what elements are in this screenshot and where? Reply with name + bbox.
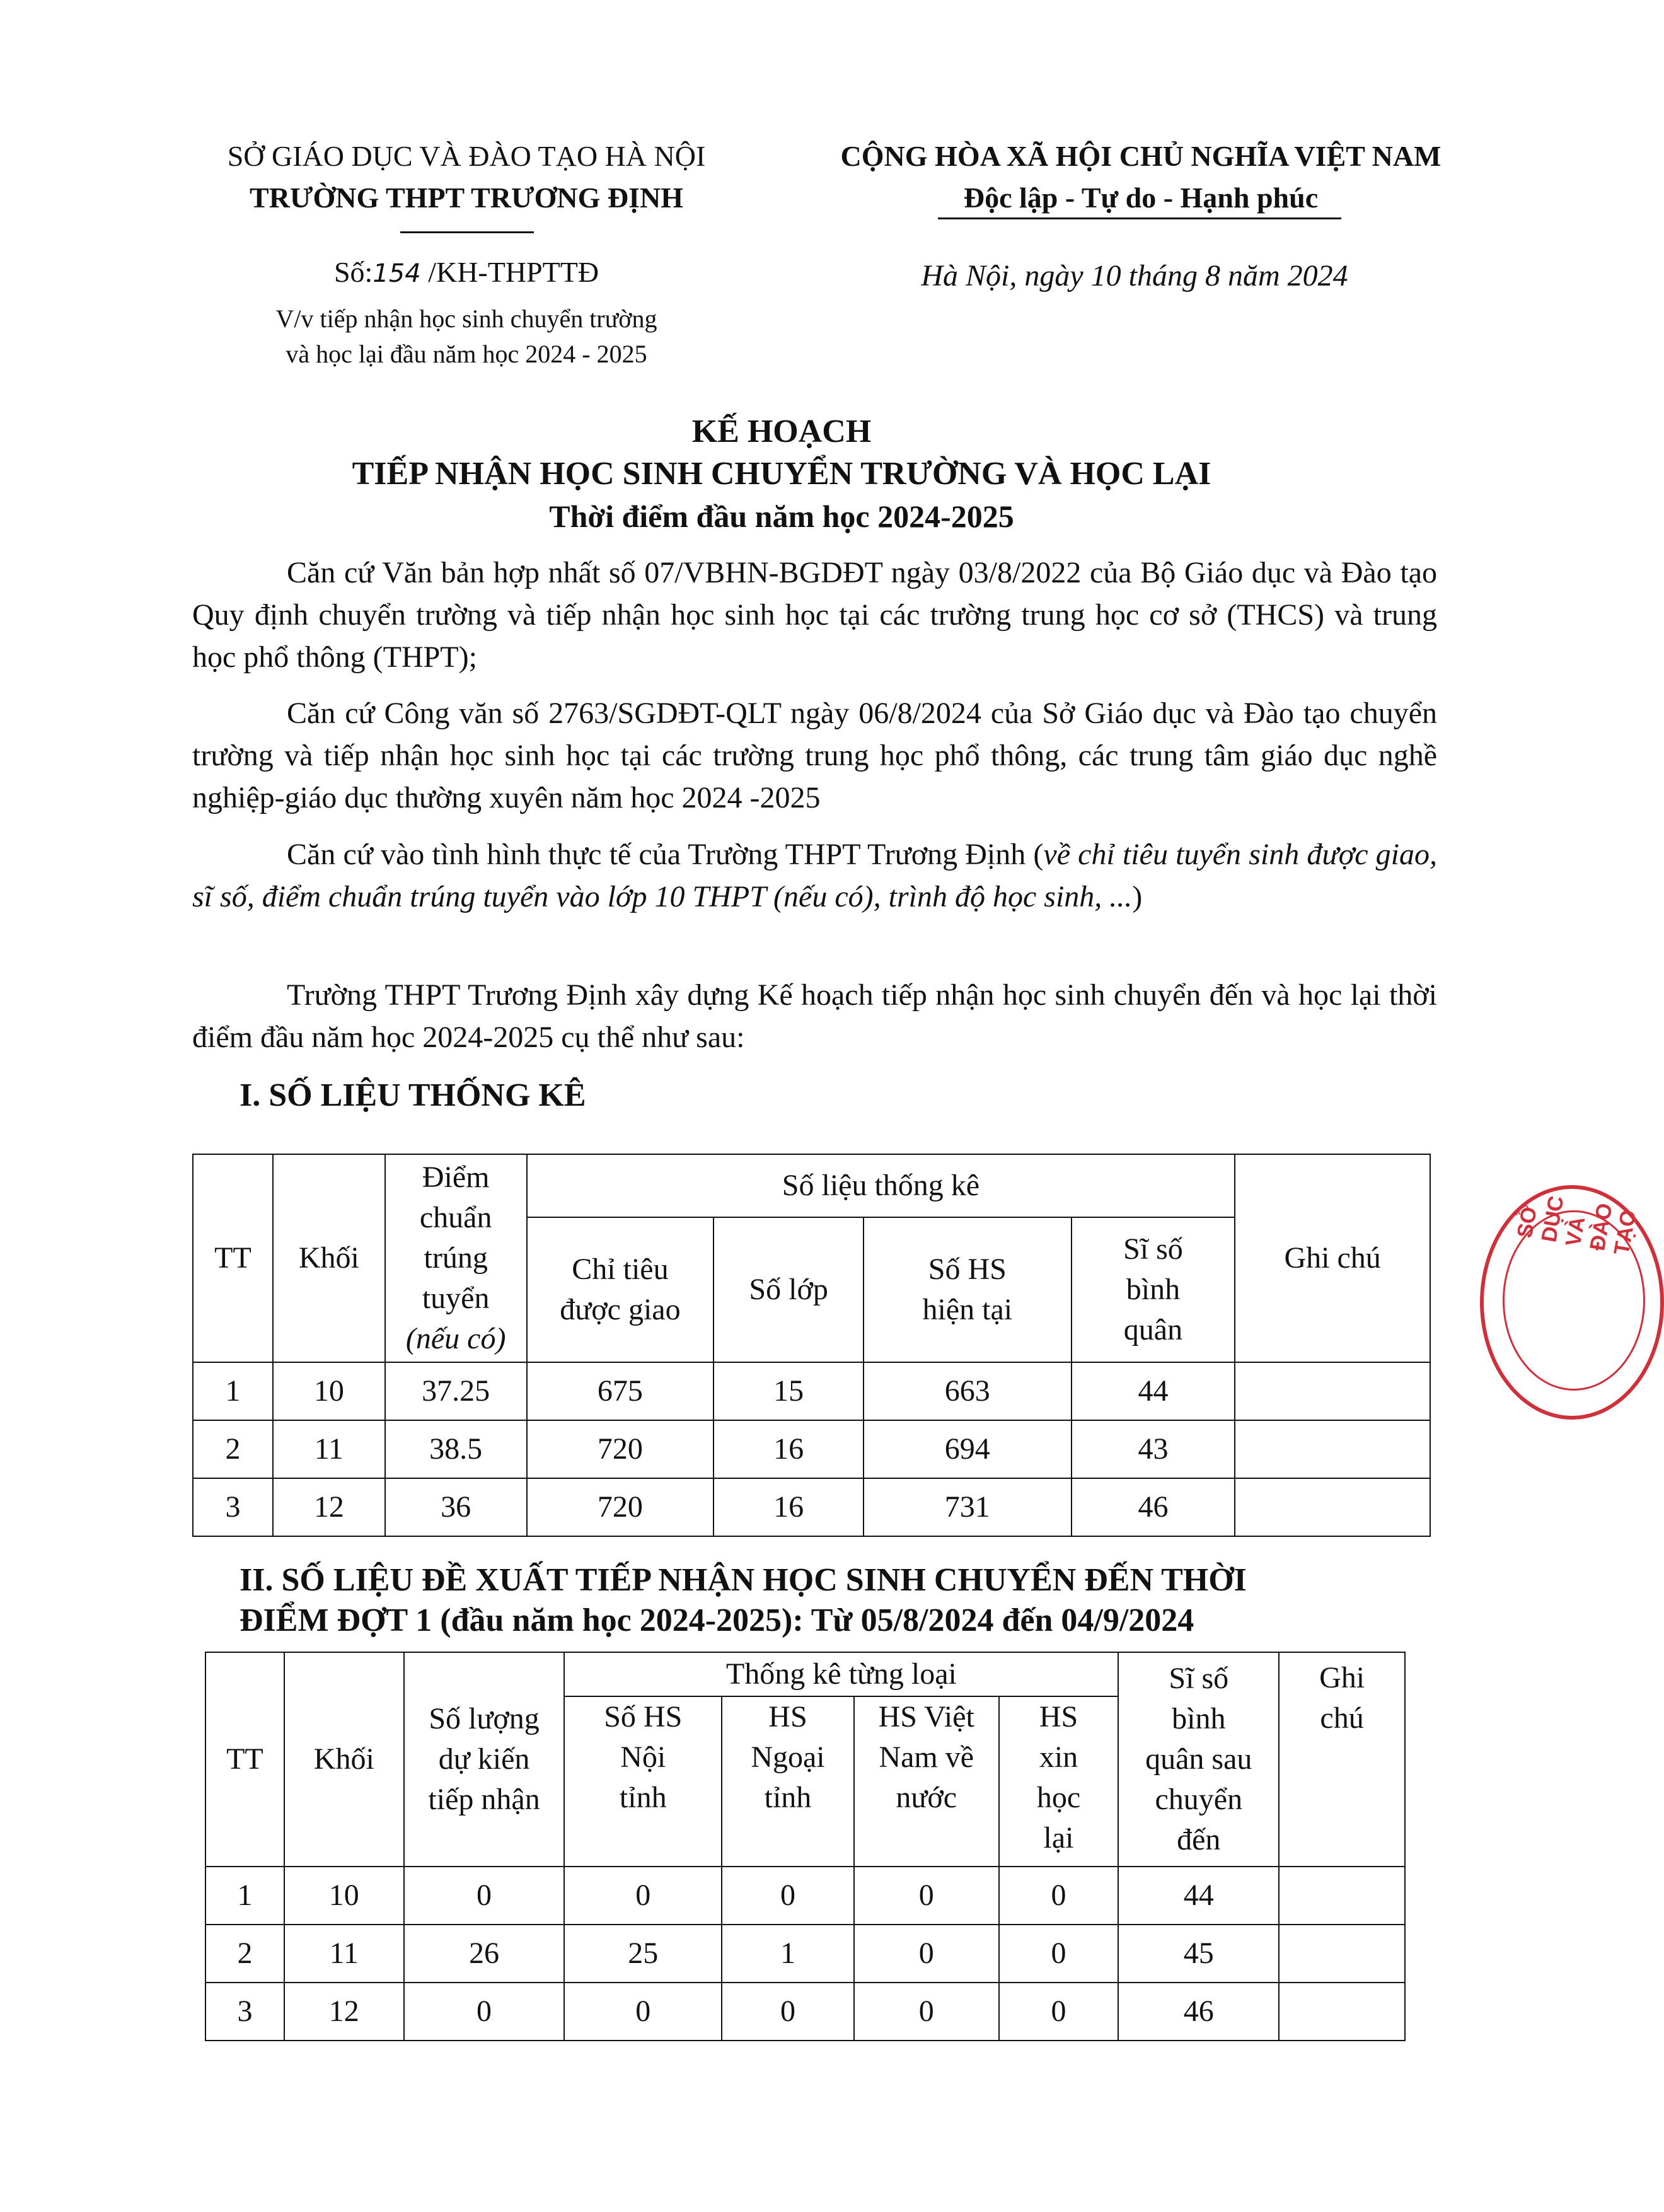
country-name: CỘNG HÒA XÃ HỘI CHỦ NGHĨA VIỆT NAM bbox=[840, 140, 1442, 172]
header-so-lop: Số lớp bbox=[714, 1217, 864, 1362]
header-ngoai-tinh: HS Ngoại tỉnh bbox=[722, 1696, 854, 1867]
table-row: 1 10 37.25 675 15 663 44 bbox=[193, 1362, 1430, 1420]
document-date: Hà Nội, ngày 10 tháng 8 năm 2024 bbox=[921, 259, 1348, 292]
section-1-heading: I. SỐ LIỆU THỐNG KÊ bbox=[240, 1077, 586, 1113]
header-si-so-sau: Sĩ số bình quân sau chuyển đến bbox=[1118, 1652, 1279, 1867]
header-noi-tinh: Số HS Nội tỉnh bbox=[564, 1696, 722, 1867]
header-hoc-lai: HS xin học lại bbox=[999, 1696, 1119, 1867]
document-number: Số:154 /KH-THPTTĐ bbox=[333, 256, 599, 288]
handwritten-number: 154 bbox=[373, 259, 421, 288]
motto-underline bbox=[938, 217, 1341, 219]
table-row: 3 12 36 720 16 731 46 bbox=[193, 1478, 1430, 1536]
header-so-hs: Số HS hiện tại bbox=[864, 1217, 1072, 1362]
header-khoi: Khối bbox=[284, 1652, 404, 1867]
table-row: 2 11 26 25 1 0 0 45 bbox=[205, 1925, 1405, 1983]
document-subject: V/v tiếp nhận học sinh chuyển trường và học lại đầu năm học 2024 - 2025 bbox=[275, 304, 657, 368]
motto: Độc lập - Tự do - Hạnh phúc bbox=[963, 182, 1319, 214]
header-khoi: Khối bbox=[273, 1154, 385, 1362]
issuer-block bbox=[189, 136, 744, 219]
official-stamp-text: SỞ DỤC VÀ ĐÀO TẠO bbox=[1513, 1194, 1641, 1257]
department-name: SỞ GIÁO DỤC VÀ ĐÀO TẠO HÀ NỘI bbox=[227, 140, 706, 172]
national-heading bbox=[782, 136, 1500, 219]
table-row: 2 11 38.5 720 16 694 43 bbox=[193, 1420, 1430, 1478]
header-si-so: Sĩ số bình quân bbox=[1072, 1217, 1235, 1362]
table-row: 1 10 0 0 0 0 0 44 bbox=[205, 1867, 1405, 1925]
header-group-types: Thống kê từng loại bbox=[564, 1652, 1118, 1696]
header-diem-chuan: Điểm chuẩn trúng tuyển (nếu có) bbox=[385, 1154, 527, 1362]
issuer-underline bbox=[400, 231, 534, 233]
header-viet-nam-ve-nuoc: HS Việt Nam về nước bbox=[854, 1696, 999, 1867]
header-so-luong: Số lượng dự kiến tiếp nhận bbox=[404, 1652, 565, 1867]
plan-title: KẾ HOẠCH bbox=[691, 414, 872, 449]
school-name: TRƯỜNG THPT TRƯƠNG ĐỊNH bbox=[250, 182, 683, 214]
header-ghi-chu: Ghi chú bbox=[1235, 1154, 1430, 1362]
paragraph-legal-basis-2: Căn cứ Công văn số 2763/SGDĐT-QLT ngày 06/8/2024 của Sở Giáo dục và Đào tạo chuyển trường và tiếp nhận học sinh học tại các trường trung học phổ thông, các trung tâm giáo dục nghề nghiệp-giáo dục thường xuyên năm học 2024 -2025 bbox=[192, 697, 1437, 814]
paragraph-legal-basis-3: Căn cứ vào tình hình thực tế của Trường THPT Trương Định (về chỉ tiêu tuyển sinh được giao, sĩ số, điểm chuẩn trúng tuyển vào lớp 10 THPT (nếu có), trình độ học sinh, ...) bbox=[192, 838, 1438, 913]
header-group-stats: Số liệu thống kê bbox=[527, 1154, 1235, 1217]
proposal-table bbox=[205, 1652, 1406, 2041]
paragraph-purpose: Trường THPT Trương Định xây dựng Kế hoạch tiếp nhận học sinh chuyển đến và học lại thời điểm đầu năm học 2024-2025 cụ thể như sau: bbox=[192, 978, 1437, 1054]
header-tt: TT bbox=[205, 1652, 284, 1867]
plan-period: Thời điểm đầu năm học 2024-2025 bbox=[549, 499, 1014, 534]
header-ghi-chu: Ghi chú bbox=[1279, 1652, 1405, 1867]
header-tt: TT bbox=[193, 1154, 273, 1362]
paragraph-legal-basis-1: Căn cứ Văn bản hợp nhất số 07/VBHN-BGDĐT ngày 03/8/2022 của Bộ Giáo dục và Đào tạo Quy định chuyển trường và tiếp nhận học sinh học tại các trường trung học cơ sở (THCS) và trung học phổ thông (THPT); bbox=[192, 556, 1437, 674]
section-2-heading: II. SỐ LIỆU ĐỀ XUẤT TIẾP NHẬN HỌC SINH CHUYỂN ĐẾN THỜI ĐIỂM ĐỢT 1 (đầu năm học 2024-2025): Từ 05/8/2024 đến 04/9/2024 bbox=[240, 1562, 1247, 1638]
statistics-table bbox=[192, 1154, 1431, 1537]
table-row: 3 12 0 0 0 0 0 46 bbox=[205, 1983, 1405, 2041]
plan-subtitle: TIẾP NHẬN HỌC SINH CHUYỂN TRƯỜNG VÀ HỌC LẠI bbox=[352, 456, 1211, 492]
header-chi-tieu: Chỉ tiêu được giao bbox=[527, 1217, 714, 1362]
